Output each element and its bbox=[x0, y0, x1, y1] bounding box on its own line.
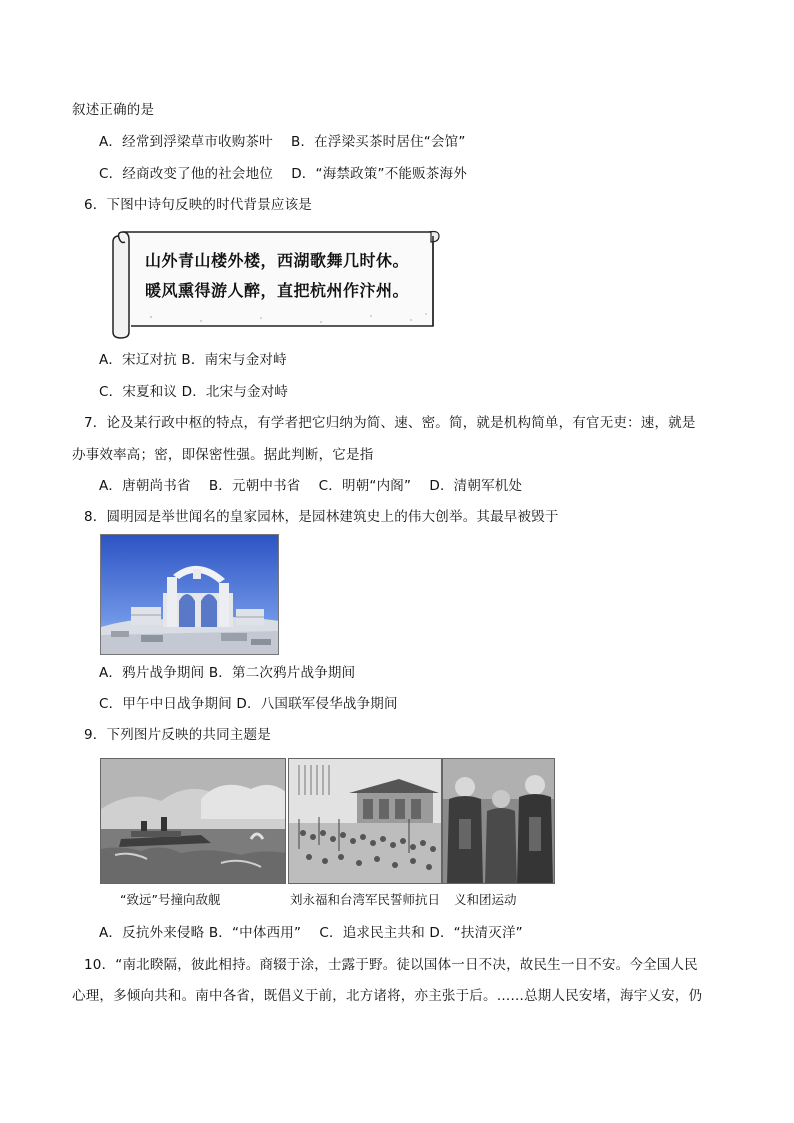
zhiyuan-warship-illustration bbox=[100, 758, 286, 884]
question-continuation: 叙述正确的是 bbox=[72, 102, 155, 118]
q8-options-cd: C．甲午中日战争期间 D．八国联军侵华战争期间 bbox=[99, 696, 398, 712]
q5-options-ab: A．经常到浮梁草市收购茶叶 B．在浮梁买茶时居住“会馆” bbox=[99, 134, 466, 150]
q6-options-ab: A．宋辽对抗 B．南宋与金对峙 bbox=[99, 352, 287, 368]
poem-line-2: 暖风熏得游人醉，直把杭州作汴州。 bbox=[145, 281, 410, 300]
q10-stem-line-1: 10．“南北睽隔，彼此相持。商辍于涂，士露于野。徒以国体一日不决，故民生一日不安。今全国人民 bbox=[84, 957, 698, 973]
q6-options-cd: C．宋夏和议 D．北宋与金对峙 bbox=[99, 384, 289, 400]
caption-boxer: 义和团运动 bbox=[454, 892, 517, 907]
q6-stem: 6．下图中诗句反映的时代背景应该是 bbox=[84, 197, 312, 213]
q10-stem-line-2: 心理，多倾向共和。南中各省，既倡义于前，北方诸将，亦主张于后。……总期人民安堵，海宇乂安，仍 bbox=[72, 988, 703, 1004]
q9-stem: 9．下列图片反映的共同主题是 bbox=[84, 727, 271, 743]
q7-stem-line-2: 办事效率高；密，即保密性强。据此判断，它是指 bbox=[72, 447, 374, 463]
q7-stem-line-1: 7．论及某行政中枢的特点，有学者把它归纳为简、速、密。简，就是机构简单，有官无吏：速，就是 bbox=[84, 415, 696, 431]
liu-yongfu-rally-illustration bbox=[288, 758, 442, 884]
q5-options-cd: C．经商改变了他的社会地位 D．“海禁政策”不能贩茶海外 bbox=[99, 166, 467, 182]
caption-liu-yongfu: 刘永福和台湾军民誓师抗日 bbox=[290, 892, 441, 907]
yuanmingyuan-ruins-photo bbox=[100, 534, 279, 655]
q8-stem: 8．圆明园是举世闻名的皇家园林，是园林建筑史上的伟大创举。其最早被毁于 bbox=[84, 509, 559, 525]
caption-zhiyuan: “致远”号撞向敌舰 bbox=[120, 892, 221, 907]
poem-line-1: 山外青山楼外楼，西湖歌舞几时休。 bbox=[145, 251, 410, 270]
q9-options: A．反抗外来侵略 B．“中体西用” C．追求民主共和 D．“扶清灭洋” bbox=[99, 925, 523, 941]
poem-scroll-figure bbox=[111, 222, 441, 340]
boxer-movement-photo bbox=[442, 758, 555, 884]
q7-options: A．唐朝尚书省 B．元朝中书省 C．明朝“内阁” D．清朝军机处 bbox=[99, 478, 523, 494]
q8-options-ab: A．鸦片战争期间 B．第二次鸦片战争期间 bbox=[99, 665, 356, 681]
